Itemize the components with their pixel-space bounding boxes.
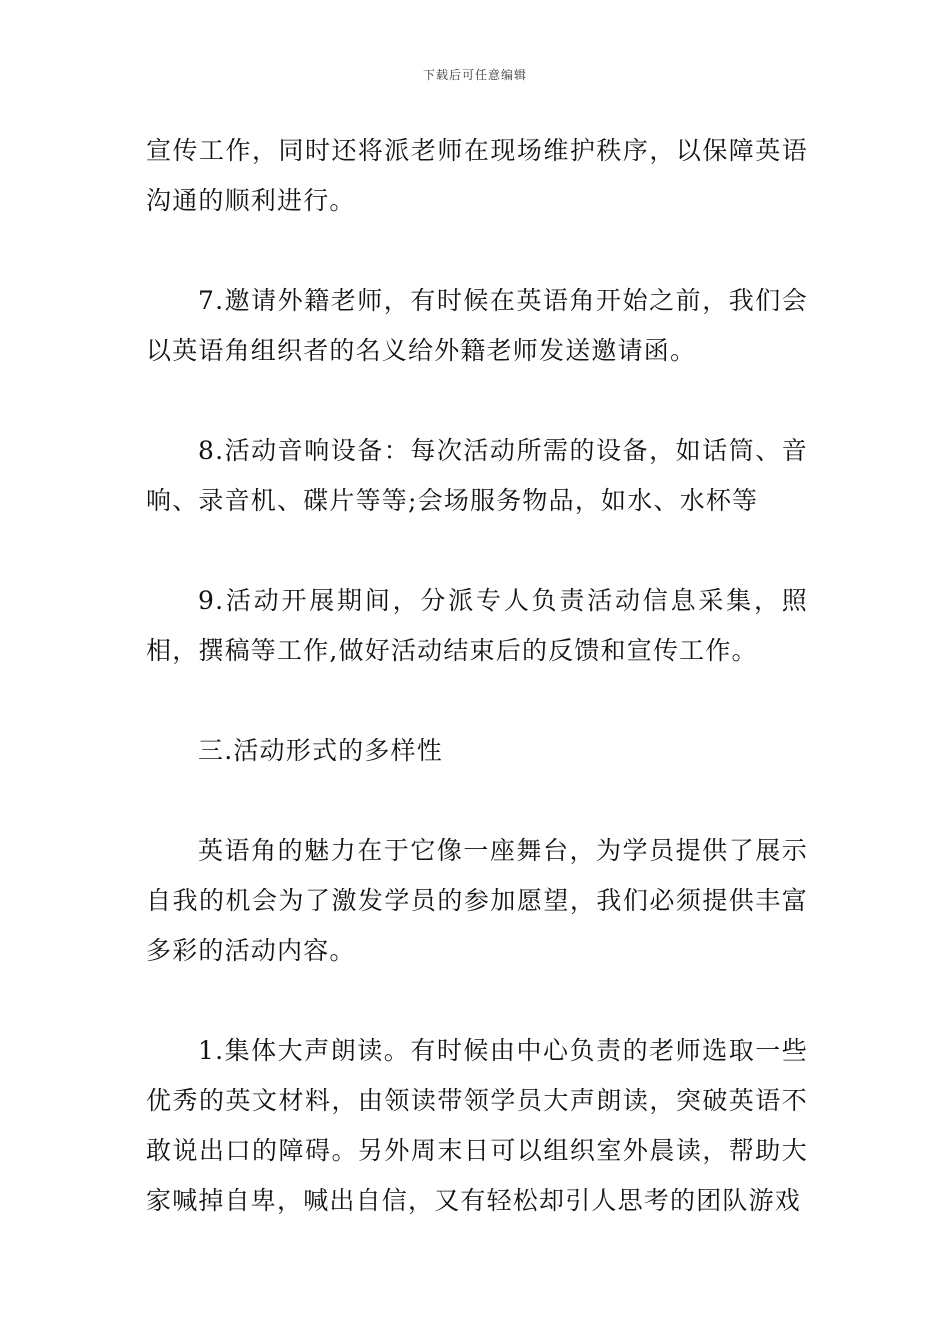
page-header: 下载后可任意编辑 (422, 68, 527, 82)
paragraph-item-7: 7.邀请外籍老师，有时候在英语角开始之前，我们会以英语角组织者的名义给外籍老师发送邀请函。 (146, 286, 808, 365)
section-heading: 三.活动形式的多样性 (198, 736, 443, 765)
paragraph-item-9: 9.活动开展期间，分派专人负责活动信息采集，照相，撰稿等工作,做好活动结束后的反馈和宣传工作。 (146, 586, 808, 665)
document-body (146, 126, 808, 1226)
paragraph-item-1: 1.集体大声朗读。有时候由中心负责的老师选取一些优秀的英文材料，由领读带领学员大声朗读，突破英语不敢说出口的障碍。另外周末日可以组织室外晨读，帮助大家喊掉自卑，喊出自信，又有轻松却引人思考的团队游戏 (146, 1036, 808, 1215)
paragraph-continuation: 宣传工作，同时还将派老师在现场维护秩序，以保障英语沟通的顺利进行。 (146, 136, 808, 215)
paragraph-intro: 英语角的魅力在于它像一座舞台，为学员提供了展示自我的机会为了激发学员的参加愿望，我们必须提供丰富多彩的活动内容。 (146, 836, 808, 965)
paragraph-item-8: 8.活动音响设备：每次活动所需的设备，如话筒、音响、录音机、碟片等等;会场服务物品，如水、水杯等 (146, 436, 808, 515)
